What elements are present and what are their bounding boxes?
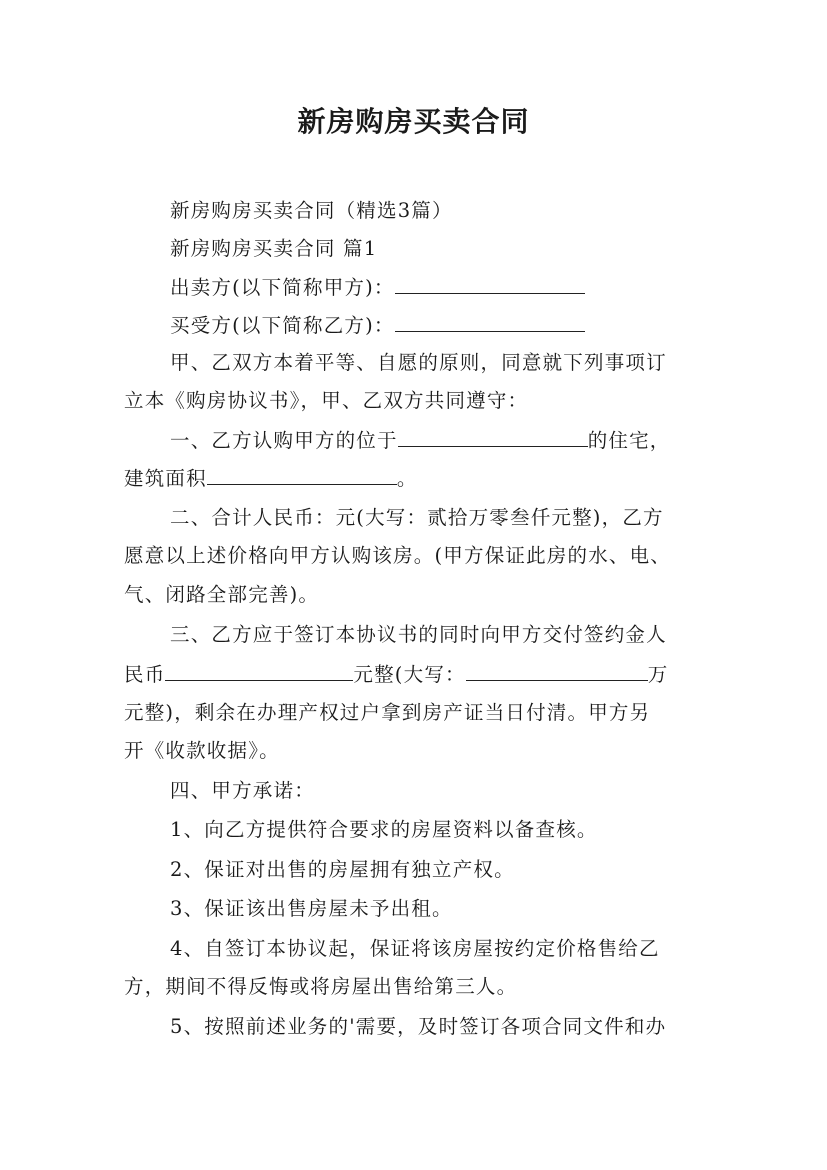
intro-line-2: 立本《购房协议书》，甲、乙双方共同遵守： [124, 389, 529, 412]
clause-3-line-4: 开《收款收据》。 [124, 739, 280, 762]
subtitle: 新房购房买卖合同（精选3篇） [170, 199, 453, 222]
clause-1-text-b: 的住宅， [587, 429, 671, 452]
deposit-capital-blank [466, 660, 648, 681]
clause-3-text-c: 万 [647, 663, 669, 686]
clause-4-item-2: 2、保证对出售的房屋拥有独立产权。 [170, 858, 515, 881]
clause-3-line-1: 三、乙方应于签订本协议书的同时向甲方交付签约金人 [170, 623, 667, 646]
clause-1-line-2 [0, 464, 827, 493]
clause-4-item-5: 5、按照前述业务的'需要，及时签订各项合同文件和办 [170, 1015, 667, 1038]
buyer-label: 买受方(以下简称乙方)： [170, 314, 395, 337]
clause-3-text-a: 民币 [124, 663, 166, 686]
section-heading: 新房购房买卖合同 篇1 [170, 237, 378, 260]
clause-4-heading: 四、甲方承诺： [170, 779, 315, 802]
deposit-blank [165, 660, 353, 681]
clause-4-item-3: 3、保证该出售房屋未予出租。 [170, 897, 453, 920]
clause-2-line-1: 二、合计人民币：元(大写：贰拾万零叁仟元整)，乙方 [170, 506, 664, 529]
seller-blank [395, 273, 585, 294]
seller-line [0, 273, 827, 302]
clause-1-line-1 [0, 426, 827, 455]
clause-2-line-3: 气、闭路全部完善)。 [124, 583, 320, 606]
clause-3-text-b: 元整(大写： [353, 663, 466, 686]
clause-4-item-4-line-1: 4、自签订本协议起，保证将该房屋按约定价格售给乙 [170, 937, 660, 960]
seller-label: 出卖方(以下简称甲方)： [170, 276, 395, 299]
clause-3-line-2 [0, 660, 827, 689]
clause-3-line-3: 元整)，剩余在办理产权过户拿到房产证当日付清。甲方另 [124, 701, 651, 724]
clause-1-text-d: 。 [396, 467, 418, 490]
area-blank [207, 464, 397, 485]
buyer-line [0, 311, 827, 340]
clause-1-text-c: 建筑面积 [124, 467, 207, 490]
clause-4-item-1: 1、向乙方提供符合要求的房屋资料以备查核。 [170, 818, 598, 841]
clause-4-item-4-line-2: 方，期间不得反悔或将房屋出售给第三人。 [124, 975, 518, 998]
intro-line-1: 甲、乙双方本着平等、自愿的原则，同意就下列事项订 [170, 351, 667, 374]
buyer-blank [395, 311, 585, 332]
clause-1-text-a: 一、乙方认购甲方的位于 [170, 429, 398, 452]
location-blank [398, 426, 588, 447]
clause-2-line-2: 愿意以上述价格向甲方认购该房。(甲方保证此房的水、电、 [124, 544, 672, 567]
document-title: 新房购房买卖合同 [297, 105, 530, 138]
